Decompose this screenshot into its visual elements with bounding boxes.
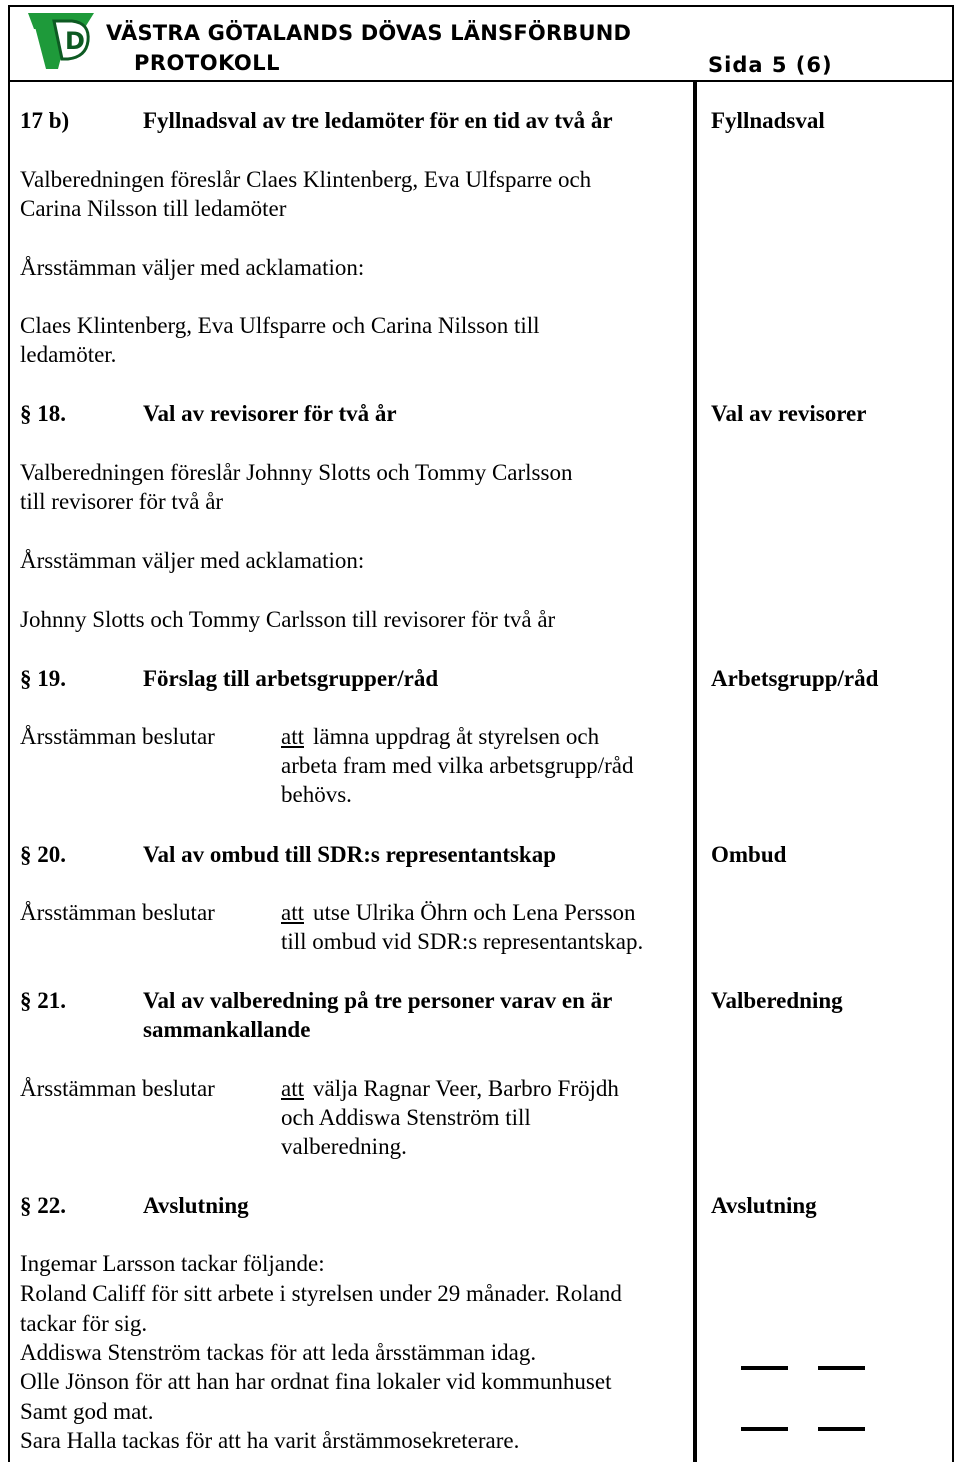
document-type: PROTOKOLL xyxy=(134,51,281,75)
section-number: 17 b) xyxy=(20,108,70,133)
decision-line: ledamöter. xyxy=(20,342,117,367)
section-title: Val av revisorer för två år xyxy=(143,401,397,426)
att-marker: att xyxy=(281,900,304,925)
margin-note: Ombud xyxy=(711,842,787,867)
section-title: sammankallande xyxy=(143,1017,311,1042)
decision-line: och Addiswa Stenström till xyxy=(281,1105,531,1130)
signature-line xyxy=(741,1427,788,1431)
organization-name: VÄSTRA GÖTALANDS DÖVAS LÄNSFÖRBUND xyxy=(106,21,632,45)
thanks-line: Olle Jönson för att han har ordnat fina lokaler vid kommunhuset xyxy=(20,1369,612,1394)
thanks-line: Addiswa Stenström tackas för att leda årsstämman idag. xyxy=(20,1340,537,1365)
decision-label: Årsstämman beslutar xyxy=(20,724,215,749)
decision-intro: Årsstämman väljer med acklamation: xyxy=(20,255,365,280)
decision-intro: Årsstämman väljer med acklamation: xyxy=(20,548,365,573)
proposal-line: Valberedningen föreslår Claes Klintenberg, Eva Ulfsparre och xyxy=(20,167,592,192)
proposal-line: Carina Nilsson till ledamöter xyxy=(20,196,287,221)
margin-note: Fyllnadsval xyxy=(711,108,825,133)
decision-line: behövs. xyxy=(281,782,352,807)
section-title: Fyllnadsval av tre ledamöter för en tid av två år xyxy=(143,108,613,133)
signature-line xyxy=(818,1427,865,1431)
decision-line: Claes Klintenberg, Eva Ulfsparre och Carina Nilsson till xyxy=(20,313,540,338)
decision-line: lämna uppdrag åt styrelsen och xyxy=(313,724,600,749)
document-header xyxy=(8,5,954,82)
decision-label: Årsstämman beslutar xyxy=(20,900,215,925)
signature-line xyxy=(818,1366,865,1370)
thanks-line: tackar för sig. xyxy=(20,1311,148,1336)
att-marker: att xyxy=(281,724,304,749)
section-number: § 21. xyxy=(20,988,66,1013)
section-title: Val av valberedning på tre personer varav en är xyxy=(143,988,613,1013)
section-title: Avslutning xyxy=(143,1193,249,1218)
margin-note: Avslutning xyxy=(711,1193,817,1218)
section-number: § 22. xyxy=(20,1193,66,1218)
margin-note: Valberedning xyxy=(711,988,843,1013)
proposal-line: till revisorer för två år xyxy=(20,489,224,514)
section-number: § 20. xyxy=(20,842,66,867)
left-border xyxy=(8,82,10,1462)
margin-note: Arbetsgrupp/råd xyxy=(711,666,879,691)
right-border xyxy=(952,82,954,1462)
decision-line: utse Ulrika Öhrn och Lena Persson xyxy=(313,900,636,925)
column-divider xyxy=(693,82,697,1462)
section-number: § 18. xyxy=(20,401,66,426)
section-title: Förslag till arbetsgrupper/råd xyxy=(143,666,439,691)
decision-label: Årsstämman beslutar xyxy=(20,1076,215,1101)
thanks-line: Samt god mat. xyxy=(20,1399,154,1424)
decision-line: till ombud vid SDR:s representantskap. xyxy=(281,929,644,954)
decision-line: valberedning. xyxy=(281,1134,407,1159)
thanks-line: Ingemar Larsson tackar följande: xyxy=(20,1251,325,1276)
decision-line: Johnny Slotts och Tommy Carlsson till revisorer för två år xyxy=(20,607,556,632)
section-number: § 19. xyxy=(20,666,66,691)
organization-logo xyxy=(24,9,96,73)
decision-line: välja Ragnar Veer, Barbro Fröjdh xyxy=(313,1076,619,1101)
proposal-line: Valberedningen föreslår Johnny Slotts och Tommy Carlsson xyxy=(20,460,573,485)
section-title: Val av ombud till SDR:s representantskap xyxy=(143,842,557,867)
signature-line xyxy=(741,1366,788,1370)
page-indicator: Sida 5 (6) xyxy=(708,53,833,77)
thanks-line: Roland Califf för sitt arbete i styrelsen under 29 månader. Roland xyxy=(20,1281,622,1306)
logo-letter: D xyxy=(65,27,85,55)
margin-note: Val av revisorer xyxy=(711,401,867,426)
thanks-line: Sara Halla tackas för att ha varit årstämmosekreterare. xyxy=(20,1428,520,1453)
att-marker: att xyxy=(281,1076,304,1101)
decision-line: arbeta fram med vilka arbetsgrupp/råd xyxy=(281,753,634,778)
